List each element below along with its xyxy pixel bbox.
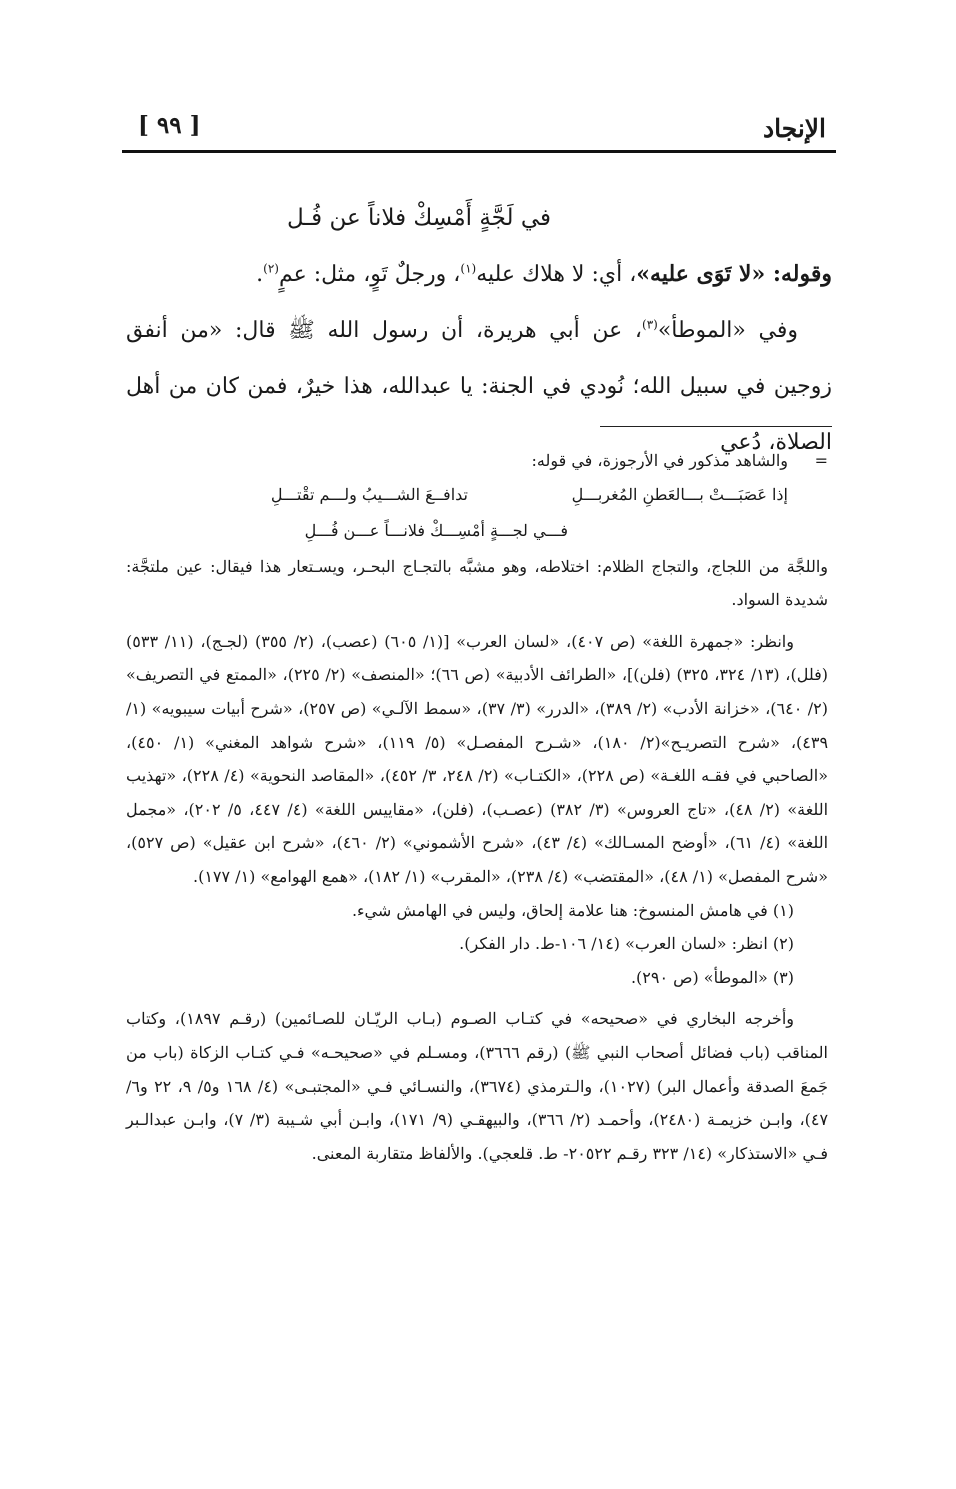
poem-hemistich-2: تدافــعَ الشـــيبُ ولـــم تقْتـــلِ — [270, 484, 468, 504]
footnote-2: (٢) انظر: «لسان العرب» (١٤/ ١٠٦-ط. دار الفكر). — [459, 934, 794, 954]
footnote-separator — [600, 426, 832, 427]
page-number: [ ٩٩ ] — [138, 112, 201, 139]
page-header — [126, 108, 830, 148]
footnote-paragraph-1: واللجَّة من اللجاج، والتجاج الظلام: اختلاطه، وهو مشبَّه بالتجـاج البحـر، ويسـتعار هذا فيقال: عين ملتجَّة: شديدة السواد. — [126, 556, 828, 610]
footnote-ref-1[interactable]: (١) — [460, 261, 477, 276]
footnote-ref-2[interactable]: (٢) — [263, 261, 279, 276]
main-text — [126, 190, 832, 471]
header-rule — [122, 150, 836, 153]
quoted-phrase: وقوله: «لا تَوَى عليه» — [636, 261, 832, 287]
text-span: والشاهد مذكور في الأرجوزة، في قوله: — [531, 451, 788, 470]
text-span: . — [256, 262, 264, 287]
footnote-3: (٣) «الموطأ» (ص ٢٩٠). — [630, 967, 794, 987]
main-paragraph-1 — [126, 246, 832, 303]
footnote-1: (١) في هامش المنسوخ: هنا علامة إلحاق، وليس في الهامش شيء. — [351, 900, 794, 920]
text-span: ، ورجلٌ تَوٍ، مثل: عمٍ — [278, 262, 461, 287]
footnote-paragraph-2: وانظر: «جمهرة اللغة» (ص ٤٠٧)، «لسان العرب» [(١/ ٦٠٥) (عصب)، (٢/ ٣٥٥) (لجـج)، (١١/ ٥٣٣) (فلل)، (١٣/ ٣٢٤، ٣٢٥) (فلن)]، «الطرائف الأدبية» (ص ٦٦)؛ «المنصف» (٢/ ٢٢٥)، «الممتع في التصريف» (٢/ ٦٤٠)، «خزانة الأدب» (٢/ ٣٨٩)، «الدرر» (٣/ ٣٧)، «سمط الآلـي» (ص ٢٥٧)، «شرح أبيات سيبويه» (١/ ٤٣٩)، «شرح التصريـح»(٢/ ١٨٠)، «شـرح المفصـل» (٥/ ١١٩)، «شرح شواهد المغني» (١/ ٤٥٠)، «الصاحبي في فقـه اللغـة» (ص ٢٢٨)، «الكتـاب» (٢/ ٢٤٨، ٣/ ٤٥٢)، «المقاصد النحوية» (٤/ ٢٢٨)، «تهذيب اللغة» (٢/ ٤٨)، «تاج العروس» (٣/ ٣٨٢) (عصـب)، (فلن)، «مقاييس اللغة» (٤/ ٤٤٧، ٥/ ٢٠٢)، «مجمل اللغة» (٤/ ٦١)، «أوضح المسـالك» (٤/ ٤٣)، «شرح الأشموني» (٢/ ٤٦٠)، «شرح ابن عقيل» (ص ٥٢٧)، «شرح المفصل» (١/ ٤٨)، «المقتضب» (٤/ ٢٣٨)، «المقرب» (١/ ١٨٢)، «همع الهوامع» (١/ ١٧٧). — [126, 631, 829, 886]
verse-line: في لَجَّةٍ أَمْسِكْ فلاناً عن فُـل — [286, 205, 552, 231]
footnote-paragraph-3: وأخرجه البخاري في «صحيحه» في كتـاب الصـوم (بـاب الريّـان للصـائمين) (رقـم ١٨٩٧)، وكتاب المناقب (باب فضائل أصحاب النبي ﷺ) (رقم ٣٦٦٦)، ومسـلم في «صحيحـه» فـي كتـاب الزكاة (باب من جَمعَ الصدقة وأعمال البر) (١٠٢٧)، والـترمذي (٣٦٧٤)، والنسـائي فـي «المجتبـى» (٤/ ١٦٨ و٥/ ٩، ٢٢ و٦/ ٤٧)، وابـن خزيمـة (٢٤٨٠)، وأحمـد (٢/ ٣٦٦)، والبيهقـي (٩/ ١٧١)، وابـن أبي شـيبة (٣/ ٧)، وابـن عبدالـبر فـي «الاستذكار» (١٤/ ٣٢٣ رقـم ٢٠٥٢٢- ط. قلعجي). والألفاظ متقاربة المعنى. — [126, 1009, 829, 1163]
poem-hemistich-1: إذا عَصَبَـــتْ بـــالعَطنِ المُغربـــلِ — [571, 484, 788, 504]
text-span: ، أي: لا هلاك عليه — [476, 262, 637, 287]
text-span: ، عن أبي هريرة، أن رسول الله ﷺ قال: «من أنفق زوجين في سبيل الله؛ نُودي في الجنة: يا عبدالله، هذا خيرٌ، فمن كان من أهل الصلاة، دُعي — [126, 318, 832, 455]
text-span: وفي «الموطأ» — [657, 318, 798, 343]
poem-hemistich-3: فـــي لجـــةٍ أمْسِـــكْ فلانـــاً عـــن فُـــلِ — [304, 520, 568, 540]
poem-verse — [126, 478, 828, 550]
continuation-marker: = — [814, 451, 828, 470]
footnote-ref-3[interactable]: (٣) — [642, 317, 658, 332]
footnotes — [126, 444, 828, 1170]
footnote-continuation — [126, 444, 828, 478]
header-title: الإنجاد — [762, 114, 826, 143]
